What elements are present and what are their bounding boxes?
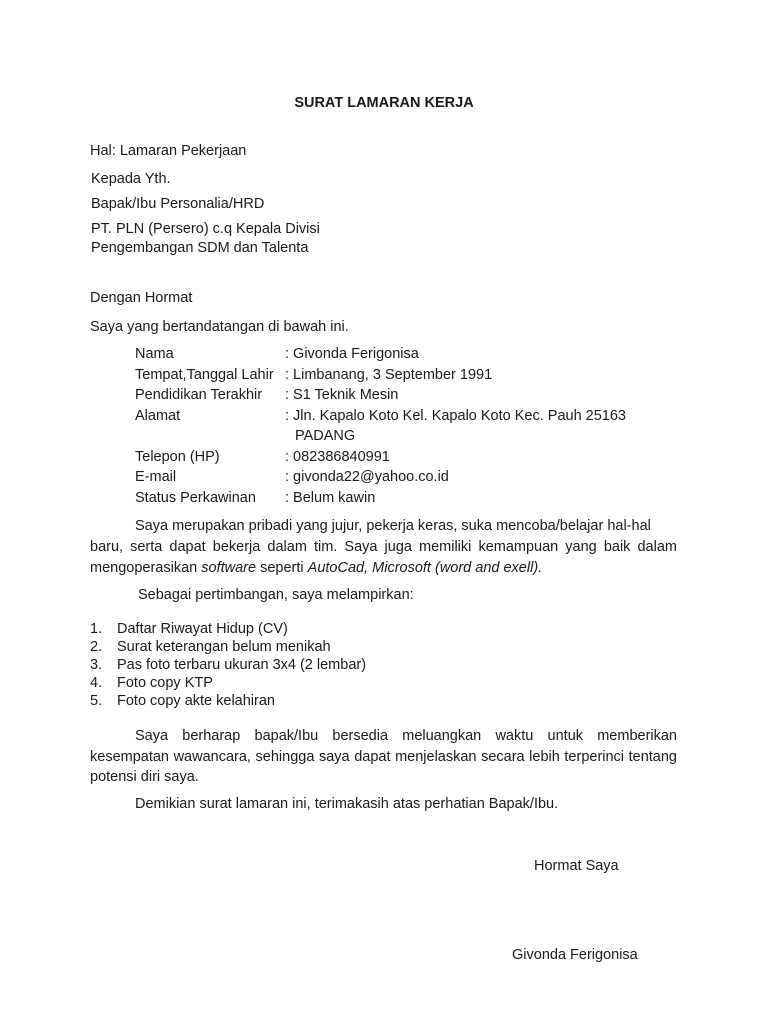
detail-row-ttl: [135, 366, 492, 385]
letter-title: SURAT LAMARAN KERJA: [294, 95, 474, 111]
detail-value: : Jln. Kapalo Koto Kel. Kapalo Koto Kec. Pauh 25163: [285, 408, 626, 424]
detail-value: : S1 Teknik Mesin: [285, 387, 399, 403]
detail-value: : Limbanang, 3 September 1991: [285, 367, 493, 383]
attachment-text: Foto copy KTP: [117, 675, 213, 691]
detail-row-email: [135, 468, 449, 487]
detail-label: Nama: [135, 346, 174, 362]
paragraph-1-line-1: Saya merupakan pribadi yang jujur, pekerja keras, suka mencoba/belajar hal-hal: [135, 518, 651, 534]
detail-row-telepon: [135, 448, 390, 467]
attachment-text: Daftar Riwayat Hidup (CV): [117, 621, 288, 637]
detail-label: Telepon (HP): [135, 449, 220, 465]
detail-row-pendidikan: [135, 386, 398, 405]
software-names: AutoCad, Microsoft (word and exell).: [307, 560, 543, 576]
detail-value: : Belum kawin: [285, 490, 376, 506]
attachments-intro: Sebagai pertimbangan, saya melampirkan:: [138, 587, 414, 603]
detail-value: : 082386840991: [285, 449, 390, 465]
detail-value: : Givonda Ferigonisa: [285, 346, 419, 362]
paragraph-1-text: seperti: [256, 560, 308, 576]
sign-off: Hormat Saya: [534, 858, 619, 874]
paragraph-1-text: mengoperasikan: [90, 560, 202, 576]
attachment-text: Surat keterangan belum menikah: [117, 639, 331, 655]
paragraph-1-line-3: [90, 558, 677, 579]
salutation: Dengan Hormat: [90, 290, 193, 306]
attachment-number: 5.: [90, 693, 103, 709]
detail-label: Pendidikan Terakhir: [135, 387, 263, 403]
detail-label: Alamat: [135, 408, 181, 424]
software-word: software: [201, 560, 257, 576]
detail-label: Status Perkawinan: [135, 490, 256, 506]
detail-label: E-mail: [135, 469, 177, 485]
attachment-number: 3.: [90, 657, 103, 673]
attachment-item: [90, 692, 275, 710]
attachment-item: [90, 620, 288, 638]
paragraph-2: [90, 726, 677, 788]
detail-row-nama: [135, 345, 419, 364]
attachment-number: 2.: [90, 639, 103, 655]
paragraph-1-line-2: baru, serta dapat bekerja dalam tim. Saya juga memiliki kemampuan yang baik dalam: [90, 539, 677, 555]
attachment-number: 4.: [90, 675, 103, 691]
subject-line: Hal: Lamaran Pekerjaan: [90, 143, 247, 159]
signer-name: Givonda Ferigonisa: [512, 947, 638, 963]
detail-row-status: [135, 489, 375, 508]
recipient-position: Bapak/Ibu Personalia/HRD: [91, 196, 265, 212]
attachment-text: Pas foto terbaru ukuran 3x4 (2 lembar): [117, 657, 367, 673]
address-line-2: PADANG: [295, 428, 356, 444]
recipient-company: PT. PLN (Persero) c.q Kepala Divisi Pengembangan SDM dan Talenta: [91, 221, 320, 256]
attachment-text: Foto copy akte kelahiran: [117, 693, 275, 709]
recipient-greeting: Kepada Yth.: [91, 171, 171, 187]
attachment-item: [90, 656, 366, 674]
detail-value: : givonda22@yahoo.co.id: [285, 469, 449, 485]
closing-sentence: Demikian surat lamaran ini, terimakasih atas perhatian Bapak/Ibu.: [135, 796, 559, 812]
detail-label: Tempat,Tanggal Lahir: [135, 367, 274, 383]
detail-row-alamat: [135, 407, 626, 426]
paragraph-2-text: Saya berharap bapak/Ibu bersedia meluangkan waktu untuk memberikan kesempatan wawancara, sehingga saya dapat menjelaskan secara lebih terperinci tentang potensi diri saya.: [90, 728, 677, 785]
attachment-number: 1.: [90, 621, 103, 637]
attachment-item: [90, 674, 213, 692]
intro-sentence: Saya yang bertandatangan di bawah ini.: [90, 319, 349, 335]
attachment-item: [90, 638, 331, 656]
